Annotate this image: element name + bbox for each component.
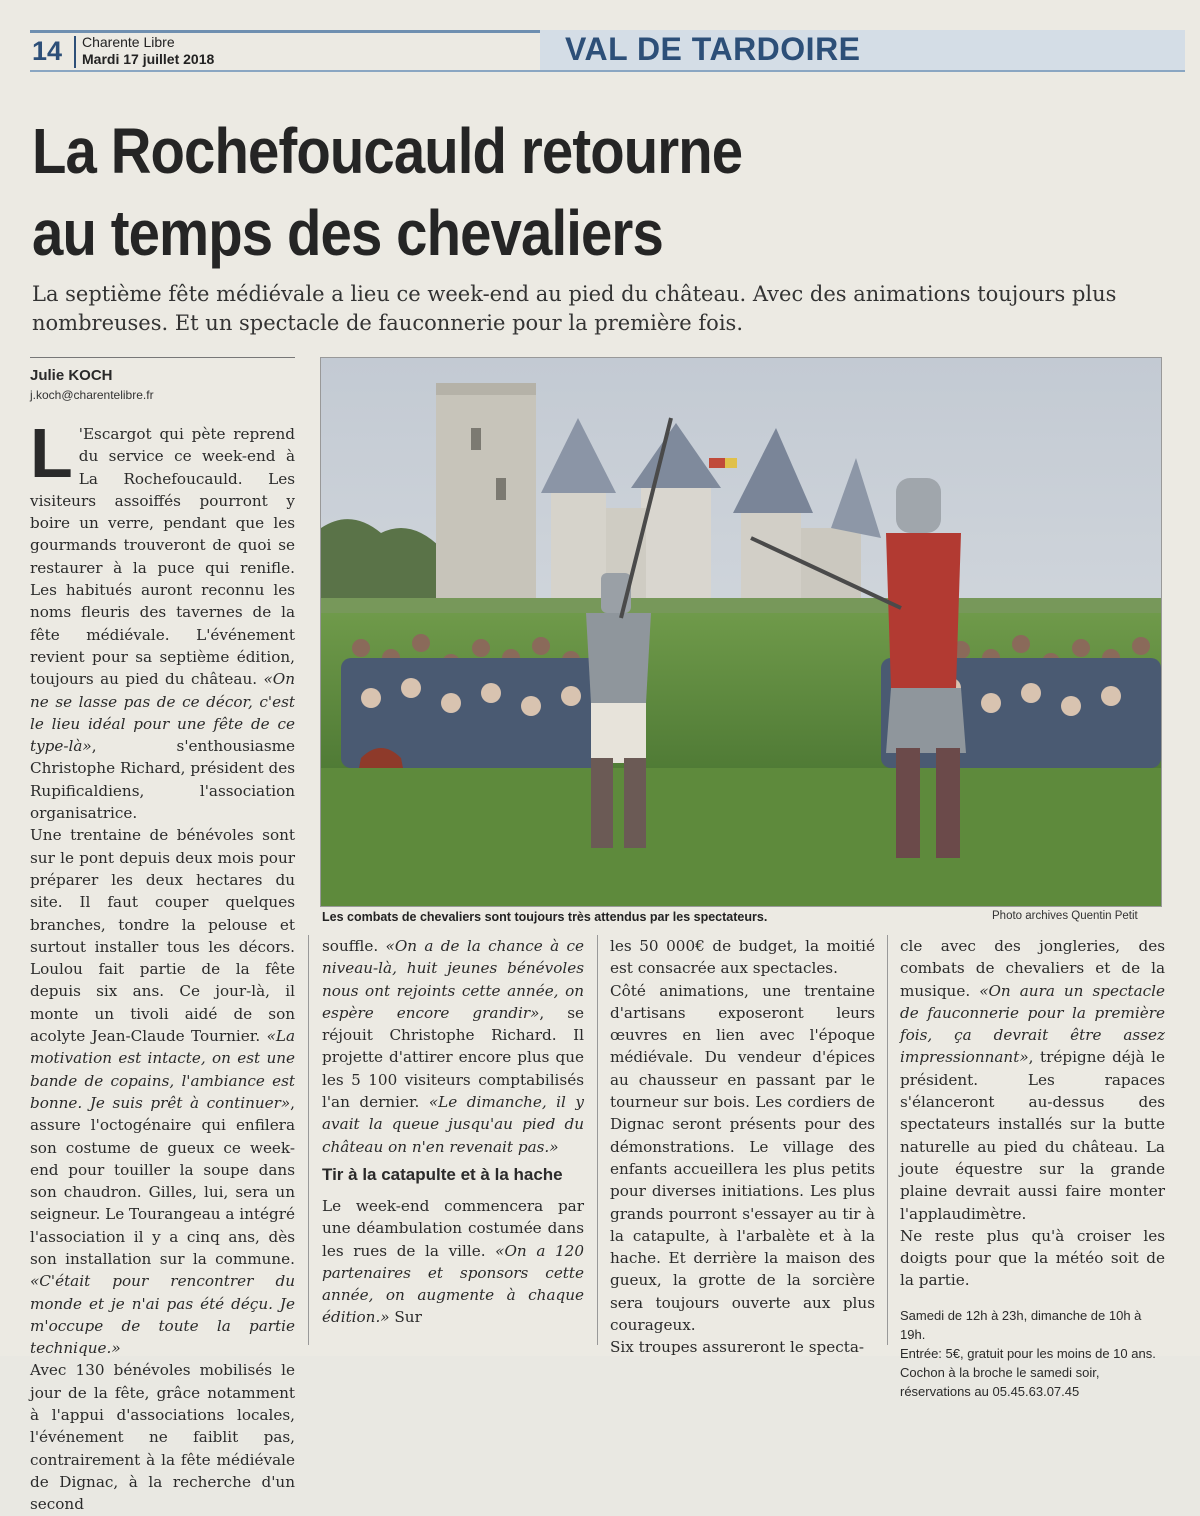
column-separator-1 bbox=[308, 935, 309, 1345]
col3-paragraph-2: Côté animations, une trentaine d'artisans exposeront leurs œuvres en lien avec l'époque médiévale. Du vendeur d'épices au chausseur en passant par le tourneur sur bois. Les cordiers de Dignac seront présents pour des démonstrations. Le village des enfants accueillera les plus petits pour diverses initiations. Les plus grands pourront s'essayer au tir à la catapulte, à l'arbalète et à la hache. Et derrière la maison des gueux, la grotte de la sorcière sera toujours ouverte aux plus courageux. bbox=[610, 981, 875, 1335]
column-3 bbox=[610, 935, 875, 1357]
col1-text-1-end: , s'enthousiasme Christophe Richard, président des Rupificaldiens, l'association organisatrice. bbox=[30, 737, 295, 823]
col1-text-1: 'Escargot qui pète reprend du service ce week-end à La Rochefoucauld. Les visiteurs assoiffés pourront y boire un verre, pendant que les gourmands trouveront de quoi se restaurer à la puce qui renifle. Les habitués auront reconnu les noms fleuris des tavernes de la fête médiévale. L'événement revient pour sa septième édition, toujours au pied du château. bbox=[30, 425, 295, 689]
col2-text-1: souffle. bbox=[322, 937, 386, 955]
header-bottom-rule bbox=[30, 70, 1185, 72]
author-name: Julie KOCH bbox=[30, 367, 113, 384]
col4-text-1: cle avec des jongleries, des combats de chevaliers et de la musique. bbox=[900, 937, 1165, 1000]
headline-line-2: au temps des chevaliers bbox=[32, 197, 663, 269]
col1-quote-2: «La motivation est intacte, on est une bande de copains, l'ambiance est bonne. Je suis prêt à continuer» bbox=[30, 1027, 295, 1112]
col1-quote-1: «On ne se lasse pas de ce décor, c'est le lieu idéal pour une fête de ce type-là» bbox=[30, 670, 295, 756]
col2-text-2: Le week-end commencera par une déambulation costumée dans les rues de la ville. bbox=[322, 1196, 584, 1260]
page-number: 14 bbox=[32, 36, 63, 66]
col4-paragraph-1 bbox=[900, 935, 1165, 1225]
column-2 bbox=[322, 935, 584, 1348]
col2-quote-2: «Le dimanche, il y avait la queue jusqu'au pied du château on n'en revenait pas.» bbox=[322, 1093, 584, 1156]
author-email: j.koch@charentelibre.fr bbox=[30, 388, 154, 402]
column-separator-3 bbox=[887, 935, 888, 1345]
issue-date: Mardi 17 juillet 2018 bbox=[82, 51, 215, 67]
col4-paragraph-2: Ne reste plus qu'à croiser les doigts pour que la météo soit de la partie. bbox=[900, 1226, 1165, 1290]
practical-info-2: Entrée: 5€, gratuit pour les moins de 10 ans. bbox=[900, 1345, 1156, 1361]
subheading: Tir à la catapulte et à la hache bbox=[322, 1164, 563, 1184]
col2-quote-1: «On a de la chance à ce niveau-là, huit jeunes bénévoles nous ont rejoints cette année, on espère encore grandir» bbox=[322, 937, 584, 1022]
column-1 bbox=[30, 414, 295, 1514]
standfirst: La septième fête médiévale a lieu ce week-end au pied du château. Avec des animations toujours plus nombreuses. Et un spectacle de fauconnerie pour la première fois. bbox=[32, 282, 1117, 335]
photo-caption: Les combats de chevaliers sont toujours très attendus par les spectateurs. bbox=[322, 910, 768, 924]
col2-text-1-mid: , se réjouit Christophe Richard. Il projette d'attirer encore plus que les 5 100 visiteurs comptabilisés l'an dernier. bbox=[322, 1003, 585, 1112]
publication-name: Charente Libre bbox=[82, 34, 175, 50]
practical-info-3: Cochon à la broche le samedi soir, réservations au 05.45.63.07.45 bbox=[900, 1364, 1100, 1399]
col4-text-1-end: , trépigne déjà le président. Les rapaces s'élanceront au-dessus des spectateurs installés sur la butte naturelle au pied du château. La joute équestre sur la grande plaine devrait aussi faire monter l'applaudimètre. bbox=[900, 1048, 1165, 1223]
practical-info-1: Samedi de 12h à 23h, dimanche de 10h à 19h. bbox=[900, 1307, 1142, 1342]
headline-line-1: La Rochefoucauld retourne bbox=[32, 115, 743, 187]
col1-quote-3: «C'était pour rencontrer du monde et je n'ai pas été déçu. Je m'occupe de toute la partie technique.» bbox=[30, 1272, 295, 1358]
col1-text-2-mid: , assure l'octogénaire qui enfilera son costume de gueux ce week-end pour touiller la soupe dans son chaudron. Gilles, lui, sera un seigneur. Le Tourangeau a intégré l'association il y a cinq ans, dès son installation sur la commune. bbox=[30, 1093, 295, 1268]
col1-paragraph-2 bbox=[30, 824, 295, 1359]
headline bbox=[32, 110, 1044, 274]
column-4 bbox=[900, 935, 1166, 1399]
col1-text-2: Une trentaine de bénévoles sont sur le pont depuis deux mois pour préparer les deux hectares du site. Il faut couper quelques branches, tondre la pelouse et surtout installer tous les décors. Loulou fait partie de la fête depuis six ans. Ce jour-là, il monte un tivoli aidé de son acolyte Jean-Claude Tournier. bbox=[30, 826, 295, 1046]
author-rule bbox=[30, 357, 295, 358]
col1-paragraph-3: Avec 130 bénévoles mobilisés le jour de la fête, grâce notamment à l'appui d'associations locales, l'événement ne faiblit pas, contrairement à la fête médiévale de Dignac, à la recherche d'un second bbox=[30, 1361, 295, 1514]
col2-paragraph-2 bbox=[322, 1195, 584, 1329]
photo-illustration bbox=[321, 358, 1161, 906]
col2-quote-3: «On a 120 partenaires et sponsors cette année, on augmente à chaque édition.» bbox=[322, 1241, 584, 1327]
col3-paragraph-3: Six troupes assureront le specta- bbox=[610, 1338, 865, 1357]
dropcap: L bbox=[30, 414, 73, 492]
section-title: VAL DE TARDOIRE bbox=[565, 31, 861, 67]
col2-paragraph-1 bbox=[322, 935, 584, 1158]
col2-text-2-end: Sur bbox=[389, 1308, 422, 1327]
article-photo bbox=[320, 357, 1162, 907]
column-separator-2 bbox=[597, 935, 598, 1345]
page-number-separator bbox=[74, 36, 76, 68]
photo-credit: Photo archives Quentin Petit bbox=[992, 910, 1138, 922]
col3-paragraph-1: les 50 000€ de budget, la moitié est consacrée aux spectacles. bbox=[610, 937, 875, 978]
col4-quote-1: «On aura un spectacle de fauconnerie pour la première fois, ça devrait être assez impressionnant» bbox=[900, 981, 1166, 1067]
